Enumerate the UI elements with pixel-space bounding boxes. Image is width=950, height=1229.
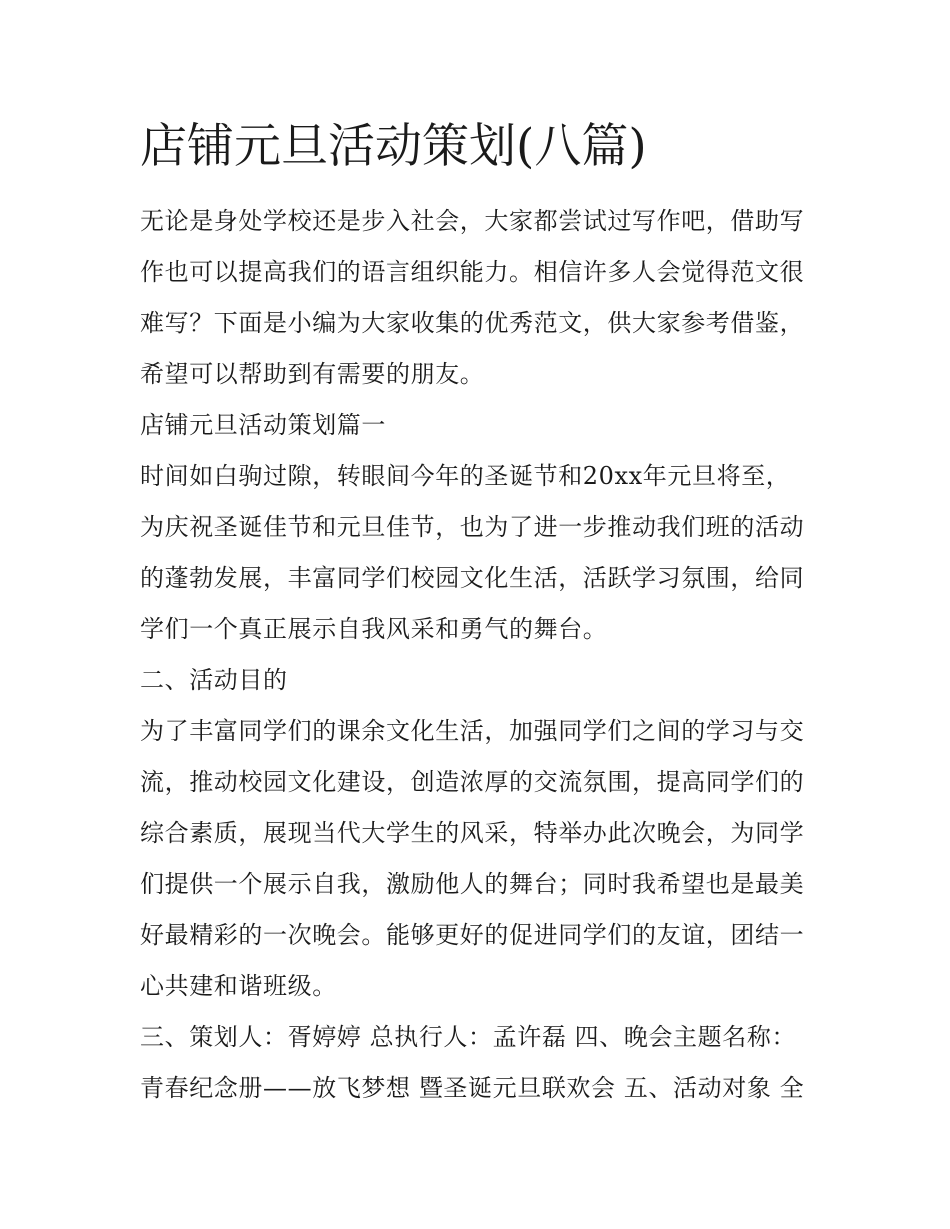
text-line: 三、策划人：胥婷婷 总执行人：孟许磊 四、晚会主题名称： [140,1023,797,1051]
text-line: 作也可以提高我们的语言组织能力。相信许多人会觉得范文很 [140,258,805,286]
document-content [140,112,812,1114]
intro-paragraph [140,196,812,400]
document-title: 店铺元旦活动策划(八篇) [140,119,647,174]
section3-paragraph [140,1012,812,1114]
text-line: 为了丰富同学们的课余文化生活，加强同学们之间的学习与交 [140,717,805,745]
text-line: 的蓬勃发展，丰富同学们校园文化生活，活跃学习氛围，给同 [140,564,805,592]
section2-paragraph [140,706,812,1012]
text-line: 心共建和谐班级。 [140,972,337,1000]
text-line: 为庆祝圣诞佳节和元旦佳节，也为了进一步推动我们班的活动 [140,513,805,541]
text-line: 无论是身处学校还是步入社会，大家都尝试过写作吧，借助写 [140,207,805,235]
section1-paragraph [140,451,812,655]
text-line: 难写？下面是小编为大家收集的优秀范文，供大家参考借鉴， [140,309,805,337]
text-line: 综合素质，展现当代大学生的风采，特举办此次晚会，为同学 [140,819,805,847]
section-heading: 店铺元旦活动策划篇一 [140,411,386,439]
text-line: 学们一个真正展示自我风采和勇气的舞台。 [140,615,608,643]
text-line: 好最精彩的一次晚会。能够更好的促进同学们的友谊，团结一 [140,921,805,949]
text-line: 希望可以帮助到有需要的朋友。 [140,360,485,388]
text-line: 流，推动校园文化建设，创造浓厚的交流氛围，提高同学们的 [140,768,805,796]
text-line: 们提供一个展示自我，激励他人的舞台；同时我希望也是最美 [140,870,805,898]
text-line: 时间如白驹过隙，转眼间今年的圣诞节和20xx年元旦将至， [140,462,791,490]
section-heading: 二、活动目的 [140,666,288,694]
text-line: 青春纪念册——放飞梦想 暨圣诞元旦联欢会 五、活动对象 全 [140,1074,805,1102]
